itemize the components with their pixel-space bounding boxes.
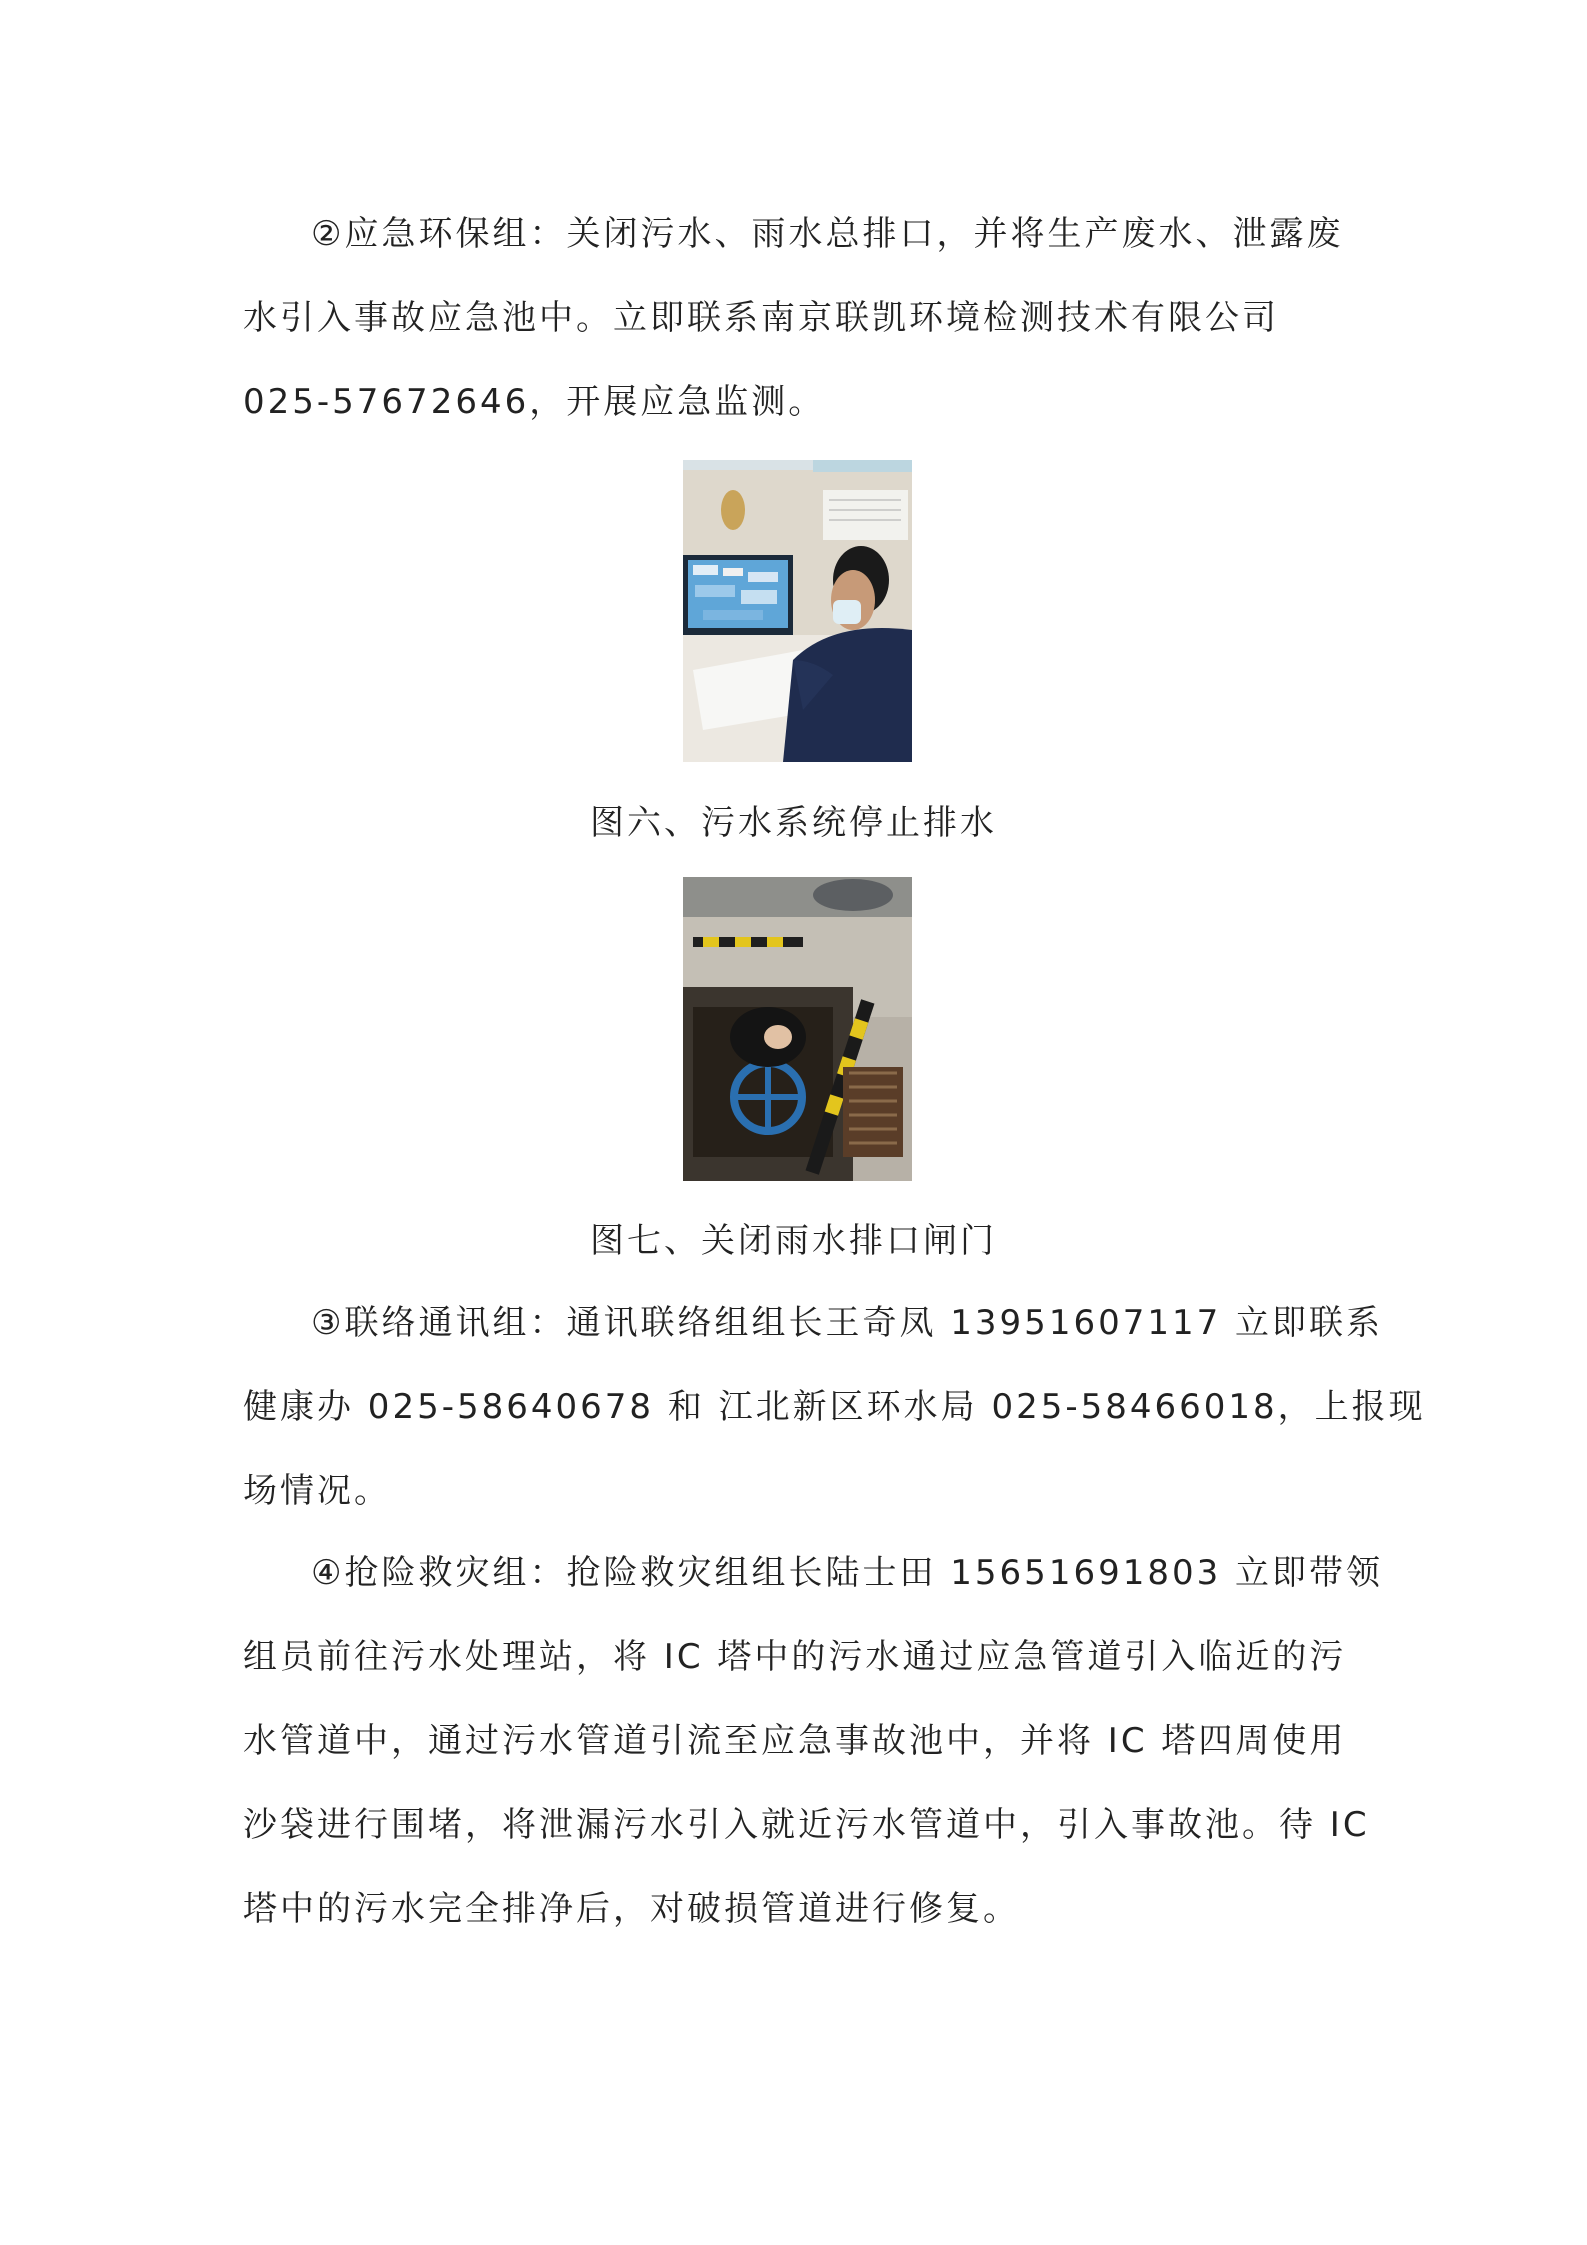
text-line: 沙袋进行围堵，将泄漏污水引入就近污水管道中，引入事故池。待 IC	[243, 1805, 1370, 1845]
text-line: ③联络通讯组：通讯联络组组长王奇凤 13951607117 立即联系	[311, 1303, 1384, 1343]
text-line: 水引入事故应急池中。立即联系南京联凯环境检测技术有限公司	[243, 298, 1279, 338]
paragraph-emergency-environment	[243, 192, 1343, 444]
closing-valve-image	[683, 877, 912, 1181]
text-line: 塔中的污水完全排净后，对破损管道进行修复。	[243, 1889, 1020, 1929]
figure-6-caption: 图六、污水系统停止排水	[590, 803, 997, 843]
text-line: 场情况。	[243, 1471, 391, 1511]
text-line: ④抢险救灾组：抢险救灾组组长陆士田 15651691803 立即带领	[311, 1553, 1384, 1593]
paragraph-communication	[243, 1281, 1426, 1533]
text-line: 健康办 025-58640678 和 江北新区环水局 025-58466018，上报现	[243, 1387, 1426, 1427]
operator-at-computer-image	[683, 460, 912, 762]
paragraph-rescue	[243, 1531, 1384, 1951]
figure-6-photo	[683, 460, 912, 762]
text-line: 水管道中，通过污水管道引流至应急事故池中，并将 IC 塔四周使用	[243, 1721, 1347, 1761]
text-line: 025-57672646，开展应急监测。	[243, 382, 826, 422]
figure-7-caption: 图七、关闭雨水排口闸门	[590, 1221, 997, 1261]
text-line: ②应急环保组：关闭污水、雨水总排口，并将生产废水、泄露废	[311, 214, 1344, 254]
figure-7-photo	[683, 877, 912, 1181]
text-line: 组员前往污水处理站，将 IC 塔中的污水通过应急管道引入临近的污	[243, 1637, 1347, 1677]
